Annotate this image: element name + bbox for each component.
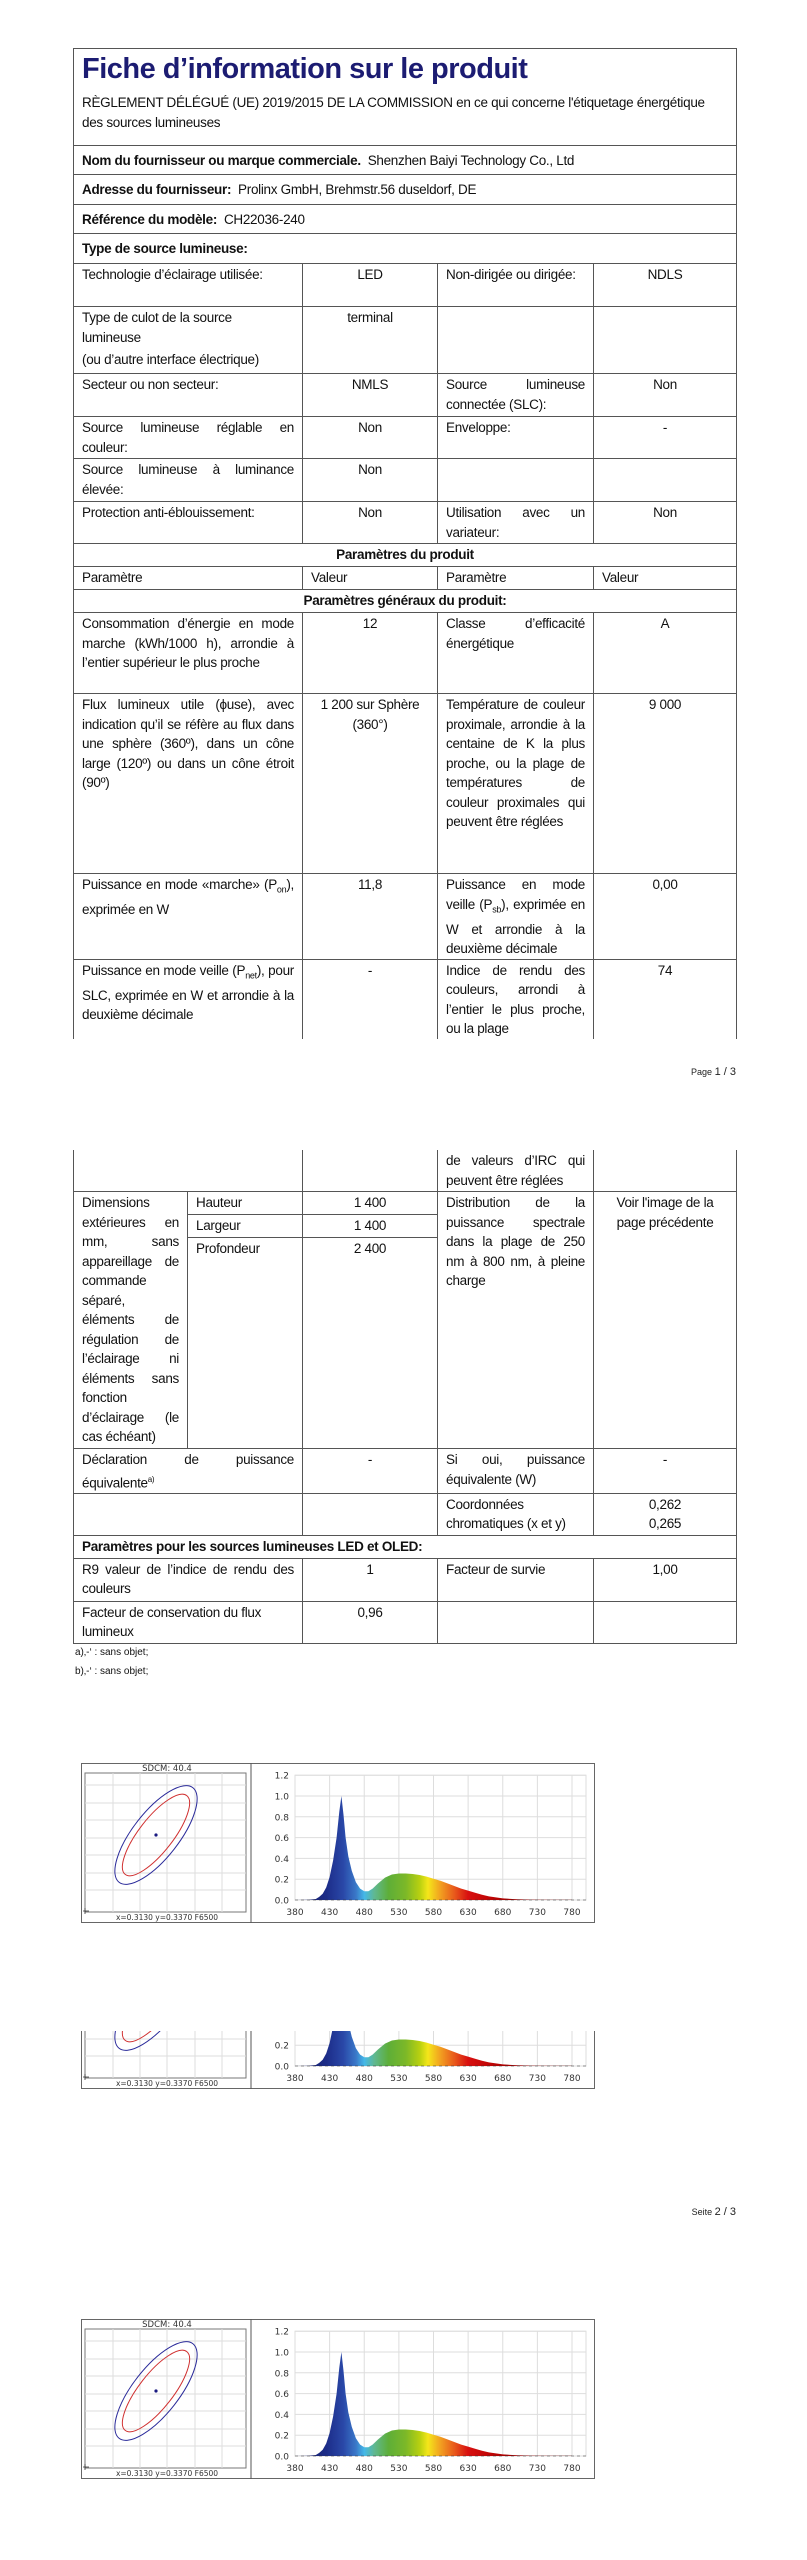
x-tick-label: 730 [528,2464,546,2474]
supplier-address-row [74,175,737,205]
dimension-name: Hauteur [188,1192,303,1215]
x-tick-label: 530 [390,1908,408,1918]
param-label: Température de couleur proximale, arrondie à la centaine de K la plus proche, ou la plage de températures de couleur proximales qui peuvent être réglées [438,694,594,874]
x-tick-label: 430 [321,2074,339,2084]
param-label: Si oui, puissance équivalente (W) [438,1449,594,1494]
x-tick-label: 780 [563,1908,581,1918]
param-label: Facteur de survie [438,1558,594,1601]
footnote-a: a)‚-‘ : sans objet; [75,1647,149,1658]
chromaticity-point [154,1833,157,1836]
table-row [74,417,737,459]
y-tick-label: 0.2 [274,2431,289,2442]
param-value: 74 [594,959,737,1039]
y-tick-label: 0.6 [274,1834,289,1845]
param-value: 12 [303,613,438,694]
table-row [74,307,737,374]
table-row [74,694,737,874]
param-value: terminal [303,307,438,374]
param-value: 1 [303,1558,438,1601]
sdcm-label: SDCM: 40.4 [142,1764,192,1774]
spectrum-chart-2-cropped [81,1930,595,2090]
empty-cell [438,307,594,374]
table-row [74,1493,737,1535]
param-label [74,874,303,960]
model-value: CH22036-240 [223,212,305,227]
x-tick-label: 530 [390,2464,408,2474]
param-value: Voir l'image de la page précédente [594,1192,737,1449]
label-part: ), exprimée en W [82,877,294,918]
param-label: Source lumineuse réglable en couleur: [74,417,303,459]
param-value: - [594,417,737,459]
x-tick-label: 480 [355,2464,373,2474]
supplier-name-label: Nom du fournisseur ou marque commerciale. [82,153,361,168]
param-value: 0,00 [594,874,737,960]
param-value: 0,96 [303,1601,438,1643]
param-label: Utilisation avec un variateur: [438,502,594,544]
sdcm-caption: x=0.3130 y=0.3370 F6500 [115,1913,219,1922]
product-params-heading: Paramètres du produit [74,544,737,567]
dimension-value: 1 400 [303,1192,438,1215]
y-tick-label: 0.6 [274,2390,289,2401]
table-row [74,1558,737,1601]
param-value: 1 200 sur Sphère (360°) [303,694,438,874]
page-prefix: Seite [691,2207,713,2217]
y-tick-label: 0.4 [274,2410,289,2421]
table-row [74,1601,737,1643]
y-tick-label: 0.4 [274,1854,289,1865]
label-sub: sb [492,904,502,915]
param-value: Non [594,502,737,544]
param-label: Classe d’efficacité énergétique [438,613,594,694]
header-cell [74,49,737,146]
supplier-name-row [74,146,737,175]
x-tick-label: 630 [459,2074,477,2084]
x-tick-label: 630 [459,2464,477,2474]
dimensions-label: Dimensions extérieures en mm, sans appareillage de commande séparé, éléments de régulation de l’éclairage ni éléments sans fonction d’éclairage (le cas échéant) [74,1192,188,1449]
spectrum-chart-3 [81,2319,595,2479]
param-label: Indice de rendu des couleurs, arrondi à l’entier le plus proche, ou la plage [438,959,594,1039]
product-info-table-page2-body [73,1191,737,1644]
y-tick-label: 1.2 [274,1771,289,1782]
footnote-b: b)‚-‘ : sans objet; [75,1666,149,1677]
dimension-name: Profondeur [188,1238,303,1449]
param-value: A [594,613,737,694]
product-info-table-page2 [73,1150,737,1192]
param-label: Distribution de la puissance spectrale dans la plage de 250 nm à 800 nm, à pleine charge [438,1192,594,1449]
param-label: Coordonnées chromatiques (x et y) [438,1493,594,1535]
table-row [74,374,737,417]
general-params-heading: Paramètres généraux du produit: [74,590,737,613]
empty-cell [438,1601,594,1643]
col-header-param: Paramètre [74,567,303,590]
cap-type-label: Type de culot de la source lumineuse [82,310,232,345]
sdcm-label: SDCM: 40.4 [142,2320,192,2330]
param-value [594,1493,737,1535]
x-tick-label: 580 [424,1908,443,1918]
param-value: - [303,959,438,1039]
table-row [74,959,737,1039]
supplier-address-value: Prolinx GmbH, Brehmstr.56 duseldorf, DE [238,182,477,197]
label-part: Puissance en mode veille (P [82,962,246,978]
y-tick-label: 0.0 [274,2062,289,2073]
supplier-name-value: Shenzhen Baiyi Technology Co., Ltd [367,153,575,168]
empty-cell [594,1150,737,1191]
supplier-address-label: Adresse du fournisseur: [82,182,232,197]
empty-cell [74,1150,303,1191]
dimension-value: 1 400 [303,1215,438,1238]
param-label: Technologie d’éclairage utilisée: [74,264,303,307]
table-row [74,874,737,960]
page-num: 2 / 3 [714,2206,736,2218]
param-label [74,959,303,1039]
page-number-2 [692,2206,736,2218]
y-tick-label: 1.0 [274,1792,289,1803]
y-tick-label: 0.2 [274,2041,289,2052]
dimension-name: Largeur [188,1215,303,1238]
x-tick-label: 430 [321,1908,339,1918]
x-tick-label: 580 [424,2464,443,2474]
y-tick-label: 0.0 [274,1896,289,1907]
label-part: ), pour SLC, exprimée en W et arrondie à la deuxième décimale [82,962,294,1023]
page-number-1 [691,1066,736,1078]
col-header-param: Paramètre [438,567,594,590]
page-num: 1 / 3 [714,1066,736,1078]
sdcm-caption: x=0.3130 y=0.3370 F6500 [115,2079,219,2088]
chromaticity-y: 0,265 [648,1516,682,1531]
regulation-text: RÈGLEMENT DÉLÉGUÉ (UE) 2019/2015 DE LA COMMISSION en ce qui concerne l'étiquetage énergétique des sources lumineuses [82,95,705,130]
x-tick-label: 630 [459,1908,477,1918]
param-label: Non-dirigée ou dirigée: [438,264,594,307]
param-label: Consommation d’énergie en mode marche (kWh/1000 h), arrondie à l’entier supérieur le plus proche [74,613,303,694]
y-tick-label: 0.8 [274,2369,289,2380]
param-label [74,307,303,374]
param-value: NDLS [594,264,737,307]
source-type-heading: Type de source lumineuse: [74,234,737,264]
param-value: NMLS [303,374,438,417]
x-tick-label: 680 [494,2074,512,2084]
label-part: Déclaration de puissance équivalente [82,1452,294,1490]
model-label: Référence du modèle: [82,212,218,227]
x-tick-label: 580 [424,2074,443,2084]
param-value: 1,00 [594,1558,737,1601]
x-tick-label: 430 [321,2464,339,2474]
param-value: Non [303,502,438,544]
x-tick-label: 680 [494,1908,512,1918]
y-tick-label: 0.0 [274,2452,289,2463]
table-row [74,502,737,544]
empty-cell [594,307,737,374]
chromaticity-point [154,2389,157,2392]
col-header-value: Valeur [303,567,438,590]
footnote-ref: a) [147,1474,155,1484]
param-value: Non [303,459,438,502]
label-part: Puissance en mode veille (P [446,877,585,912]
table-row [74,1150,737,1191]
x-tick-label: 730 [528,1908,546,1918]
x-tick-label: 480 [355,2074,373,2084]
table-row [74,459,737,502]
sdcm-caption: x=0.3130 y=0.3370 F6500 [115,2469,219,2478]
label-sub: net [245,970,257,981]
dimension-value: 2 400 [303,1238,438,1449]
x-tick-label: 730 [528,2074,546,2084]
column-headers [74,567,737,590]
x-tick-label: 530 [390,2074,408,2084]
param-label [438,874,594,960]
param-value: Non [303,417,438,459]
spectrum-chart-1 [81,1763,595,1923]
param-value: 11,8 [303,874,438,960]
empty-cell [74,1493,303,1535]
param-value: LED [303,264,438,307]
param-label: Source lumineuse à luminance élevée: [74,459,303,502]
param-value: - [594,1449,737,1494]
label-part: Puissance en mode «marche» (P [82,877,277,892]
param-label: Source lumineuse connectée (SLC): [438,374,594,417]
param-label: Flux lumineux utile (ϕuse), avec indication qu’il se réfère au flux dans une sphère (360º), dans un cône large (120º) ou dans un cône étroit (90º) [74,694,303,874]
product-info-table-page1 [73,48,737,1039]
x-tick-label: 380 [286,2074,304,2084]
empty-cell [594,459,737,502]
param-label [74,1449,303,1494]
y-tick-label: 1.0 [274,2348,289,2359]
x-tick-label: 780 [563,2464,581,2474]
param-value: 9 000 [594,694,737,874]
x-tick-label: 380 [286,2464,304,2474]
empty-cell [303,1493,438,1535]
label-sub: on [276,884,287,895]
param-value: Non [594,374,737,417]
table-row [74,1192,737,1215]
empty-cell [594,1601,737,1643]
table-row [74,264,737,307]
param-label: Enveloppe: [438,417,594,459]
y-tick-label: 0.8 [274,1813,289,1824]
page-title: Fiche d’information sur le produit [82,53,528,85]
table-row [74,613,737,694]
page-prefix: Page [691,1067,713,1077]
chromaticity-x: 0,262 [648,1496,682,1512]
x-tick-label: 380 [286,1908,304,1918]
model-row [74,205,737,234]
x-tick-label: 780 [563,2074,581,2084]
label-part: ), exprimée en W et arrondie à la deuxième décimale [446,896,585,957]
y-tick-label: 1.2 [274,2327,289,2338]
param-label-continued: de valeurs d’IRC qui peuvent être réglées [438,1150,594,1191]
x-tick-label: 480 [355,1908,373,1918]
param-label: Protection anti-éblouissement: [74,502,303,544]
param-label: Facteur de conservation du flux lumineux [74,1601,303,1643]
col-header-value: Valeur [594,567,737,590]
param-label: Secteur ou non secteur: [74,374,303,417]
cap-type-label-sub: (ou d’autre interface électrique) [82,352,259,367]
empty-cell [438,459,594,502]
param-value: - [303,1449,438,1494]
led-params-heading: Paramètres pour les sources lumineuses LED et OLED: [74,1535,737,1558]
x-tick-label: 680 [494,2464,512,2474]
spectrum-chart-2: SDCM: 40.4x=0.3130 y=0.3370 F6500 380 430 480 530 580 630 680 730 7800.00.20.40.60.81.01.2 [81,2031,595,2089]
param-label: R9 valeur de l’indice de rendu des couleurs [74,1558,303,1601]
y-tick-label: 0.2 [274,1875,289,1886]
table-row [74,1449,737,1494]
empty-cell [303,1150,438,1191]
